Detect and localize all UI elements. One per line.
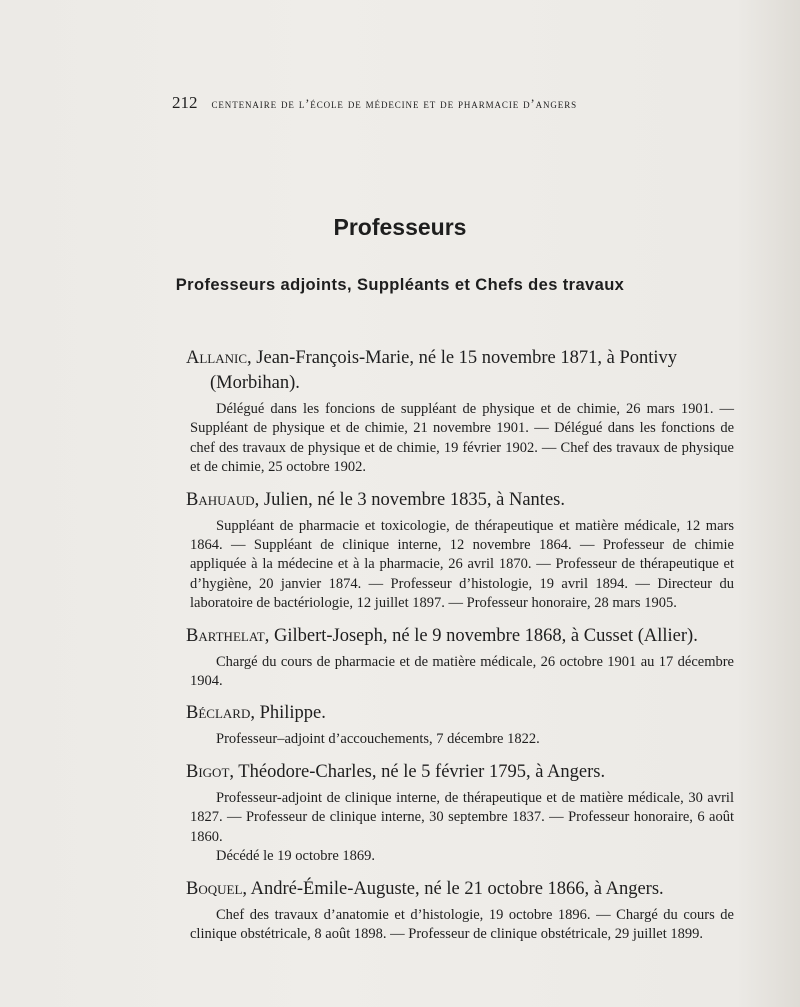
entry-body — [186, 517, 734, 614]
entry-details: , André-Émile-Auguste, né le 21 octobre 1866, à Angers. — [242, 878, 664, 899]
entry-beclard — [186, 701, 734, 749]
entry-heading — [186, 346, 734, 396]
entry-body — [186, 906, 734, 945]
entry-heading — [186, 624, 734, 649]
entry-bigot — [186, 760, 734, 867]
section-subtitle: Professeurs adjoints, Suppléants et Chefs des travaux — [175, 276, 625, 294]
entry-paragraph: Professeur–adjoint d’accouchements, 7 décembre 1822. — [216, 731, 540, 748]
entry-body — [186, 789, 734, 867]
entry-heading — [186, 760, 734, 785]
entry-allanic — [186, 346, 734, 478]
entry-paragraph: Délégué dans les foncions de suppléant de physique et de chimie, 26 mars 1901. — Suppléant de physique et de chimie, 21 novembre 1901. — Délégué dans les fonctions de chef des travaux de physique et de chimie, 19 février 1902. — Chef des travaux de physique et de chimie, 25 octobre 1902. — [190, 401, 734, 476]
entry-paragraph: Chef des travaux d’anatomie et d’histologie, 19 octobre 1896. — Chargé du cours de clinique obstétricale, 8 août 1898. — Professeur de clinique obstétricale, 29 juillet 1899. — [190, 906, 734, 942]
entry-heading — [186, 701, 734, 726]
entry-details: , Gilbert-Joseph, né le 9 novembre 1868, à Cusset (Allier). — [264, 625, 698, 646]
entry-body — [186, 400, 734, 478]
page-number: 212 — [172, 93, 198, 112]
entry-surname: Bigot — [186, 761, 230, 782]
entry-bahuaud — [186, 488, 734, 614]
entry-paragraph: Professeur-adjoint de clinique interne, de thérapeutique et de matière médicale, 30 avril 1827. — Professeur de clinique interne, 30 septembre 1837. — Professeur honoraire, 6 août 1860. — [190, 789, 734, 845]
entry-surname: Barthelat — [186, 625, 265, 646]
entry-details: , Jean-François-Marie, né le 15 novembre 1871, à Pontivy (Morbihan). — [210, 348, 678, 393]
entry-boquel — [186, 877, 734, 945]
entry-paragraph: Décédé le 19 octobre 1869. — [216, 848, 376, 865]
entry-paragraph: Chargé du cours de pharmacie et de matière médicale, 26 octobre 1901 au 17 décembre 1904. — [190, 653, 734, 690]
entry-paragraph: Suppléant de pharmacie et toxicologie, de thérapeutique et matière médicale, 12 mars 1864. — Suppléant de clinique interne, 12 novembre 1864. — Professeur de chimie appliquée à la médecine et à la pharmacie, 26 avril 1870. — Professeur de thérapeutique et d’hygiène, 20 janvier 1874. — Professeur d’histologie, 19 avril 1894. — Directeur du laboratoire de bactériologie, 12 juillet 1897. — Professeur honoraire, 28 mars 1905. — [190, 517, 734, 612]
entry-barthelat — [186, 624, 734, 692]
entry-heading — [186, 877, 734, 902]
entry-heading — [186, 488, 734, 513]
running-header — [172, 93, 732, 113]
entry-details: , Julien, né le 3 novembre 1835, à Nantes. — [254, 489, 565, 510]
entry-list — [186, 346, 734, 944]
entry-surname: Béclard — [186, 703, 251, 724]
entry-surname: Boquel — [186, 878, 243, 899]
running-title: centenaire de l’école de médecine et de pharmacie d’angers — [211, 97, 578, 111]
entry-details: , Théodore-Charles, né le 5 février 1795, à Angers. — [229, 761, 606, 782]
entry-body — [186, 730, 734, 749]
entry-surname: Allanic — [186, 348, 248, 368]
entry-surname: Bahuaud — [186, 489, 255, 510]
section-title: Professeurs — [333, 214, 467, 240]
entry-body — [186, 653, 734, 692]
entry-details: , Philippe. — [250, 703, 326, 724]
